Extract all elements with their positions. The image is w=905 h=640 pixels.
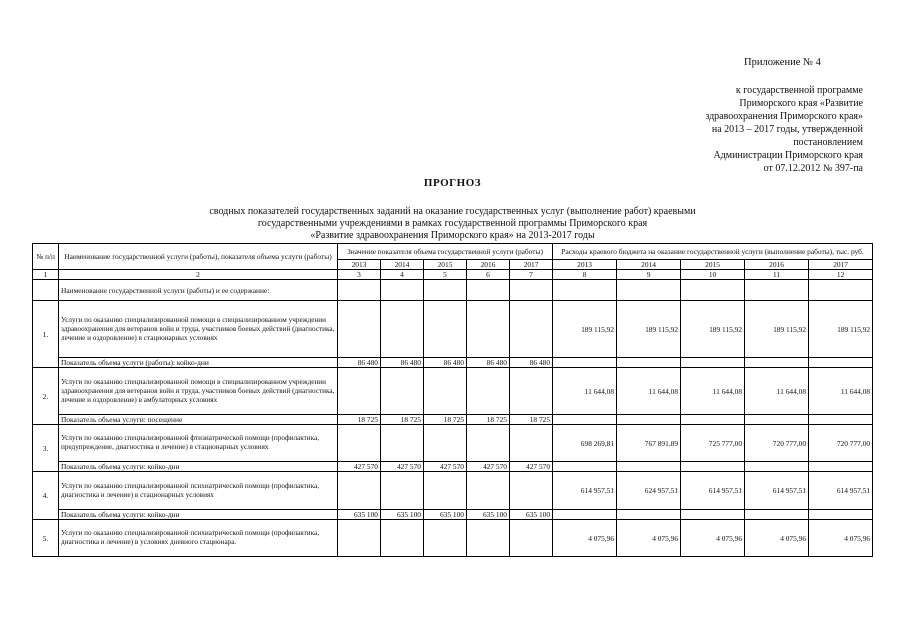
header-num: № п/п bbox=[33, 244, 59, 270]
value-cell: 86 480 bbox=[467, 358, 510, 368]
value-cell: 427 570 bbox=[467, 462, 510, 472]
expense-cell: 189 115,92 bbox=[681, 301, 745, 358]
value-cell: 86 480 bbox=[381, 358, 424, 368]
indicator-name: Показатель объема услуги: койко-дни bbox=[59, 510, 338, 520]
row-number: 5. bbox=[33, 520, 59, 557]
column-number: 2 bbox=[59, 270, 338, 280]
document-subtitle bbox=[0, 206, 905, 242]
expense-cell: 4 075,96 bbox=[681, 520, 745, 557]
header-year: 2017 bbox=[809, 260, 873, 270]
value-cell: 635 100 bbox=[424, 510, 467, 520]
appendix-label: Приложение № 4 bbox=[744, 57, 821, 68]
expense-cell: 4 075,96 bbox=[745, 520, 809, 557]
column-number: 7 bbox=[510, 270, 553, 280]
value-cell: 86 480 bbox=[424, 358, 467, 368]
expense-cell: 4 075,96 bbox=[617, 520, 681, 557]
service-name: Услуги по оказанию специализированной психиатрической помощи (профилактика, диагностика и лечение) в стационарных условиях bbox=[59, 472, 338, 510]
value-cell: 427 570 bbox=[381, 462, 424, 472]
value-cell: 635 100 bbox=[510, 510, 553, 520]
row-number: 3. bbox=[33, 425, 59, 472]
expense-cell: 189 115,92 bbox=[553, 301, 617, 358]
column-number: 4 bbox=[381, 270, 424, 280]
header-year: 2014 bbox=[617, 260, 681, 270]
column-numbers-row bbox=[33, 270, 873, 280]
approval-line: на 2013 – 2017 годы, утвержденной bbox=[711, 124, 863, 135]
intro-text: Наименование государственной услуги (работы) и ее содержание: bbox=[59, 280, 338, 301]
approval-line: к государственной программе bbox=[735, 85, 863, 96]
value-cell: 18 725 bbox=[467, 415, 510, 425]
header-values-group: Значение показателя объема государственной услуги (работы) bbox=[338, 244, 553, 260]
header-expenses-group: Расходы краевого бюджета на оказание государственной услуги (выполнение работы), тыс. руб. bbox=[553, 244, 873, 260]
service-name: Услуги по оказанию специализированной фтизиатрической помощи (профилактика, предупреждение, диагностика и лечение) в стационарных условиях bbox=[59, 425, 338, 462]
value-cell: 427 570 bbox=[338, 462, 381, 472]
expense-cell: 4 075,96 bbox=[553, 520, 617, 557]
subtitle-line: сводных показателей государственных заданий на оказание государственных услуг (выполнение работ) краевыми bbox=[209, 206, 696, 217]
service-name: Услуги по оказанию специализированной психиатрической помощи (профилактика, диагностика и лечение) в условиях дневного стационара. bbox=[59, 520, 338, 557]
value-cell: 635 100 bbox=[381, 510, 424, 520]
service-row bbox=[33, 520, 873, 557]
forecast-table bbox=[32, 243, 873, 557]
expense-cell: 11 644,08 bbox=[681, 368, 745, 415]
service-row bbox=[33, 301, 873, 358]
column-number: 8 bbox=[553, 270, 617, 280]
expense-cell: 614 957,51 bbox=[745, 472, 809, 510]
column-number: 10 bbox=[681, 270, 745, 280]
subtitle-line: государственными учреждениями в рамках государственной программы Приморского края bbox=[257, 218, 648, 229]
expense-cell: 4 075,96 bbox=[809, 520, 873, 557]
intro-row bbox=[33, 280, 873, 301]
header-year: 2017 bbox=[510, 260, 553, 270]
column-number: 9 bbox=[617, 270, 681, 280]
column-number: 5 bbox=[424, 270, 467, 280]
indicator-row bbox=[33, 462, 873, 472]
service-name: Услуги по оказанию специализированной помощи в специализированном учреждении здравоохранения для ветеранов войн и труда, участников боевых действий (диагностика, лечение и оздоровление) в амбулаторных условиях bbox=[59, 368, 338, 415]
row-number: 1. bbox=[33, 301, 59, 368]
expense-cell: 11 644,08 bbox=[617, 368, 681, 415]
service-row bbox=[33, 472, 873, 510]
indicator-name: Показатель объема услуги: посещение bbox=[59, 415, 338, 425]
expense-cell: 698 269,81 bbox=[553, 425, 617, 462]
row-number: 4. bbox=[33, 472, 59, 520]
value-cell: 18 725 bbox=[381, 415, 424, 425]
indicator-row bbox=[33, 358, 873, 368]
expense-cell: 725 777,00 bbox=[681, 425, 745, 462]
expense-cell: 614 957,51 bbox=[809, 472, 873, 510]
approval-line: здравоохранения Приморского края» bbox=[705, 111, 863, 122]
indicator-row bbox=[33, 415, 873, 425]
header-year: 2015 bbox=[424, 260, 467, 270]
value-cell: 18 725 bbox=[510, 415, 553, 425]
header-year: 2013 bbox=[338, 260, 381, 270]
service-row bbox=[33, 425, 873, 462]
indicator-name: Показатель объема услуги: койко-дни bbox=[59, 462, 338, 472]
header-year: 2016 bbox=[745, 260, 809, 270]
value-cell: 427 570 bbox=[510, 462, 553, 472]
value-cell: 635 100 bbox=[467, 510, 510, 520]
expense-cell: 189 115,92 bbox=[745, 301, 809, 358]
value-cell: 18 725 bbox=[424, 415, 467, 425]
subtitle-line: «Развитие здравоохранения Приморского края» на 2013-2017 годы bbox=[310, 230, 595, 241]
column-number: 3 bbox=[338, 270, 381, 280]
column-number: 12 bbox=[809, 270, 873, 280]
indicator-name: Показатель объема услуги (работы): койко-дни bbox=[59, 358, 338, 368]
expense-cell: 624 957,51 bbox=[617, 472, 681, 510]
expense-cell: 11 644,08 bbox=[553, 368, 617, 415]
expense-cell: 614 957,51 bbox=[681, 472, 745, 510]
value-cell: 86 480 bbox=[510, 358, 553, 368]
document-title: ПРОГНОЗ bbox=[423, 177, 482, 189]
header-year: 2014 bbox=[381, 260, 424, 270]
header-name: Наименование государственной услуги (работы), показателя объема услуги (работы) bbox=[59, 244, 338, 270]
approval-line: постановлением bbox=[793, 137, 863, 148]
value-cell: 86 480 bbox=[338, 358, 381, 368]
expense-cell: 614 957,51 bbox=[553, 472, 617, 510]
approval-line: Приморского края «Развитие bbox=[739, 98, 863, 109]
expense-cell: 720 777,00 bbox=[809, 425, 873, 462]
expense-cell: 189 115,92 bbox=[617, 301, 681, 358]
approval-line: Администрации Приморского края bbox=[713, 150, 863, 161]
expense-cell: 767 891,89 bbox=[617, 425, 681, 462]
indicator-row bbox=[33, 510, 873, 520]
column-number: 11 bbox=[745, 270, 809, 280]
expense-cell: 189 115,92 bbox=[809, 301, 873, 358]
service-row bbox=[33, 368, 873, 415]
value-cell: 18 725 bbox=[338, 415, 381, 425]
approval-block bbox=[643, 84, 863, 175]
value-cell: 427 570 bbox=[424, 462, 467, 472]
column-number: 1 bbox=[33, 270, 59, 280]
service-name: Услуги по оказанию специализированной помощи в специализированном учреждении здравоохранения для ветеранов войн и труда, участников боевых действий (диагностика, лечение и оздоровление) в стационарных условиях bbox=[59, 301, 338, 358]
approval-line: от 07.12.2012 № 397-па bbox=[763, 163, 863, 174]
value-cell: 635 100 bbox=[338, 510, 381, 520]
header-year: 2016 bbox=[467, 260, 510, 270]
expense-cell: 11 644,08 bbox=[809, 368, 873, 415]
expense-cell: 720 777,00 bbox=[745, 425, 809, 462]
row-number: 2. bbox=[33, 368, 59, 425]
header-year: 2013 bbox=[553, 260, 617, 270]
header-year: 2015 bbox=[681, 260, 745, 270]
expense-cell: 11 644,08 bbox=[745, 368, 809, 415]
column-number: 6 bbox=[467, 270, 510, 280]
